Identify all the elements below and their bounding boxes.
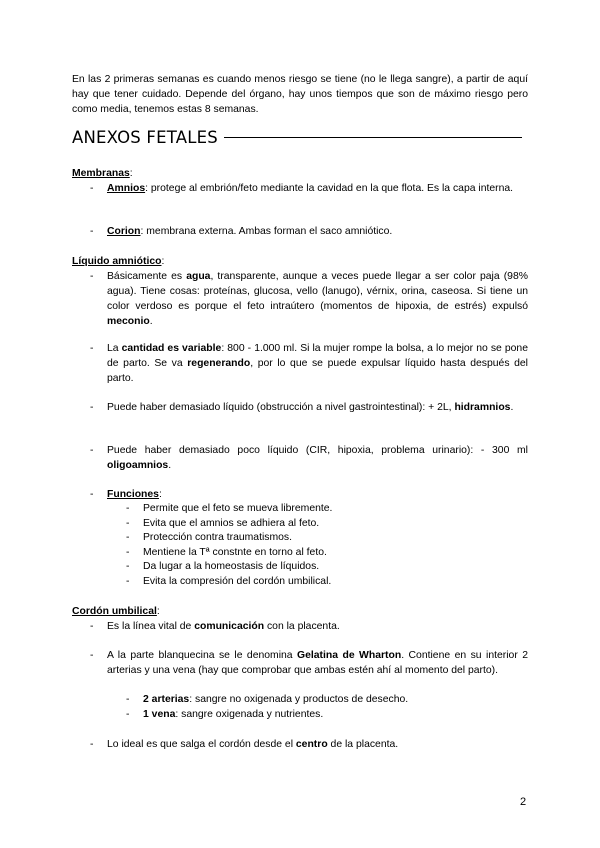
cordon-title: Cordón umbilical: [72, 606, 160, 617]
sub-bullet-dash: - [126, 518, 130, 529]
bullet-dash: - [90, 183, 94, 194]
liquido-title: Líquido amniótico: [72, 256, 165, 267]
sub-bullet-dash: - [126, 561, 130, 572]
cordon-item-centro: Lo ideal es que salga el cordón desde el centro de la placenta. [107, 739, 399, 750]
sub-bullet-dash: - [126, 709, 130, 720]
bullet-dash: - [90, 489, 94, 500]
funcion-item: Mentiene la Tª constnte en torno al feto. [143, 547, 327, 558]
intro-paragraph: En las 2 primeras semanas es cuando menos riesgo se tiene (no le llega sangre), a partir de aquí hay que tener cuidado. Depende del órgano, hay unos tiempos que son de máximo riesgo pero como media, tenemos estas 8 semanas. [72, 74, 528, 115]
bullet-dash: - [90, 650, 94, 661]
vena-item: 1 vena: sangre oxigenada y nutrientes. [143, 709, 324, 720]
cordon-item-comunicacion: Es la línea vital de comunicación con la placenta. [107, 621, 340, 632]
bullet-dash: - [90, 343, 94, 354]
sub-bullet-dash: - [126, 532, 130, 543]
cordon-item-wharton: A la parte blanquecina se le denomina Gelatina de Wharton. Contiene en su interior 2 arterias y una vena (hay que comprobar que ambas estén ahí al momento del parto). [107, 650, 529, 676]
sub-bullet-dash: - [126, 694, 130, 705]
funcion-item: Permite que el feto se mueva libremente. [143, 503, 333, 514]
sub-bullet-dash: - [126, 547, 130, 558]
funciones-title: Funciones: [107, 489, 162, 500]
liquido-item-agua: Básicamente es agua, transparente, aunque a veces puede llegar a ser color paja (98% agua). Tiene cosas: proteínas, glucosa, vello (lanugo), vérnix, orina, caseosa. Si tiene un color verdoso es porque el feto intraútero (momentos de hipoxia, de estrés) expulsó meconio. [107, 271, 528, 327]
liquido-item-cantidad: La cantidad es variable: 800 - 1.000 ml. Si la mujer rompe la bolsa, a lo mejor no se pone de parto. Se va regenerando, por lo que se puede expulsar líquido hasta después del parto. [107, 343, 528, 384]
amnios-item: Amnios: protege al embrión/feto mediante la cavidad en la que flota. Es la capa interna. [107, 183, 514, 194]
bullet-dash: - [90, 445, 94, 456]
arterias-item: 2 arterias: sangre no oxigenada y productos de desecho. [143, 694, 409, 705]
bullet-dash: - [90, 402, 94, 413]
sub-bullet-dash: - [126, 503, 130, 514]
bullet-dash: - [90, 621, 94, 632]
funcion-item: Da lugar a la homeostasis de líquidos. [143, 561, 320, 572]
heading-rule [224, 137, 522, 138]
liquido-item-hidramnios: Puede haber demasiado líquido (obstrucción a nivel gastrointestinal): + 2L, hidramnios. [107, 402, 514, 413]
bullet-dash: - [90, 226, 94, 237]
liquido-item-oligoamnios: Puede haber demasiado poco líquido (CIR, hipoxia, problema urinario): - 300 ml oligoamnios. [107, 445, 528, 471]
membranas-title: Membranas: [72, 168, 133, 179]
page-number: 2 [520, 796, 527, 808]
funcion-item: Protección contra traumatismos. [143, 532, 292, 543]
bullet-dash: - [90, 739, 94, 750]
bullet-dash: - [90, 271, 94, 282]
funcion-item: Evita la compresión del cordón umbilical. [143, 576, 332, 587]
section-heading [72, 128, 522, 148]
heading-text: ANEXOS FETALES [72, 128, 218, 147]
sub-bullet-dash: - [126, 576, 130, 587]
funcion-item: Evita que el amnios se adhiera al feto. [143, 518, 320, 529]
corion-item: Corion: membrana externa. Ambas forman el saco amniótico. [107, 226, 393, 237]
